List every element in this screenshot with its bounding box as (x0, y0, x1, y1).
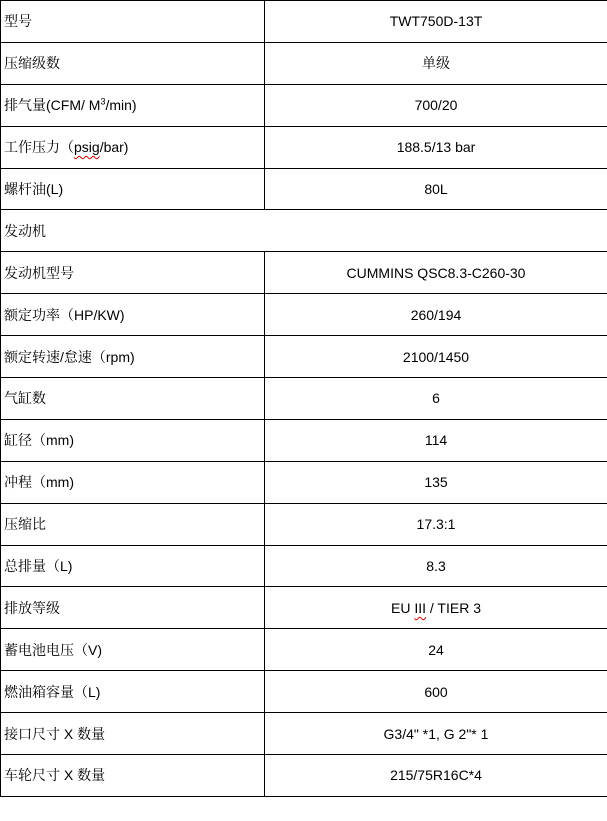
table-row (1, 168, 607, 210)
row-value: 单级 (265, 42, 607, 84)
row-label: 缸径（mm) (1, 419, 265, 461)
row-value: 114 (265, 419, 607, 461)
row-value: 135 (265, 461, 607, 503)
table-row (1, 713, 607, 755)
row-value: 188.5/13 bar (265, 126, 607, 168)
table-row (1, 629, 607, 671)
label-text: 排气量(CFM/ M (4, 97, 101, 114)
label-text: /bar) (99, 139, 129, 156)
row-value (265, 587, 607, 629)
row-label: 额定转速/怠速（rpm) (1, 336, 265, 378)
row-label (1, 84, 265, 126)
row-value: 600 (265, 671, 607, 713)
row-label: 蓄电池电压（V) (1, 629, 265, 671)
row-value: 6 (265, 378, 607, 420)
table-row (1, 545, 607, 587)
table-row (1, 503, 607, 545)
value-text: EU (391, 599, 415, 616)
row-label: 冲程（mm) (1, 461, 265, 503)
spellcheck-word: III (414, 599, 427, 616)
row-label: 接口尺寸 X 数量 (1, 713, 265, 755)
table-row (1, 419, 607, 461)
table-row (1, 84, 607, 126)
row-value: 260/194 (265, 294, 607, 336)
superscript-3: 3 (100, 96, 106, 107)
table-row (1, 378, 607, 420)
row-value: 700/20 (265, 84, 607, 126)
row-label: 压缩级数 (1, 42, 265, 84)
table-row (1, 1, 607, 43)
table-row (1, 294, 607, 336)
row-label: 型号 (1, 1, 265, 43)
row-value: 80L (265, 168, 607, 210)
row-label: 发动机型号 (1, 252, 265, 294)
row-label: 气缸数 (1, 378, 265, 420)
table-row (1, 587, 607, 629)
row-label: 总排量（L) (1, 545, 265, 587)
row-value: G3/4" *1, G 2"* 1 (265, 713, 607, 755)
table-row (1, 126, 607, 168)
row-label: 额定功率（HP/KW) (1, 294, 265, 336)
row-value: CUMMINS QSC8.3-C260-30 (265, 252, 607, 294)
row-value: 215/75R16C*4 (265, 755, 607, 797)
label-text: 工作压力（ (4, 139, 74, 156)
section-row (1, 210, 607, 252)
row-label: 压缩比 (1, 503, 265, 545)
table-row (1, 671, 607, 713)
row-value: 8.3 (265, 545, 607, 587)
row-value: TWT750D-13T (265, 1, 607, 43)
table-row (1, 252, 607, 294)
label-text: /min) (105, 97, 137, 114)
row-value: 24 (265, 629, 607, 671)
row-value: 2100/1450 (265, 336, 607, 378)
row-label: 燃油箱容量（L) (1, 671, 265, 713)
row-label: 车轮尺寸 X 数量 (1, 755, 265, 797)
section-heading: 发动机 (1, 210, 607, 252)
row-label (1, 126, 265, 168)
table-row (1, 461, 607, 503)
spellcheck-word: psig (74, 139, 100, 156)
table-row (1, 755, 607, 797)
row-value: 17.3:1 (265, 503, 607, 545)
table-row (1, 336, 607, 378)
row-label: 排放等级 (1, 587, 265, 629)
value-text: / TIER 3 (426, 599, 481, 616)
table-row (1, 42, 607, 84)
row-label: 螺杆油(L) (1, 168, 265, 210)
